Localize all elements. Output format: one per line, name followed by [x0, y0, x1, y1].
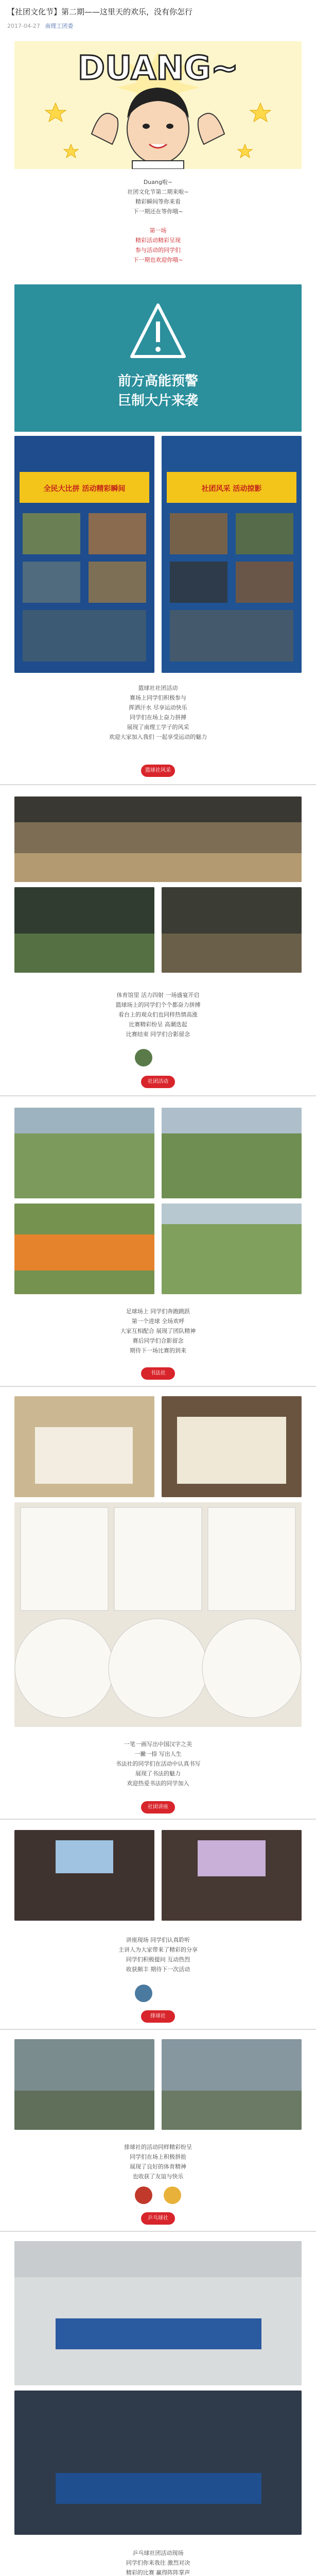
- intro-red-text: [51, 226, 265, 265]
- section4-line: 欢迎热爱书法的同学加入: [127, 1780, 189, 1787]
- section1-badge: 篮球社风采: [141, 765, 175, 777]
- divider: [0, 1095, 316, 1096]
- intro-line: 社团文化节第二期来啦~: [127, 189, 189, 195]
- section6-line: 排球社的活动同样精彩纷呈: [124, 2144, 192, 2150]
- poster-image-1: [14, 436, 154, 673]
- section1-line: 赛场上同学们积极参与: [130, 694, 186, 701]
- divider: [0, 1819, 316, 1820]
- account-link[interactable]: 南理工团委: [45, 23, 74, 29]
- photo-volleyball-2: [162, 2039, 302, 2130]
- section3-line: 第一个进球 全场欢呼: [131, 1318, 185, 1325]
- divider: [0, 1386, 316, 1387]
- photo-calligraphy-2: [162, 1396, 302, 1497]
- intro-red-line: 参与活动的同学们: [135, 247, 181, 253]
- section1-line: 同学们在场上奋力拼搏: [130, 714, 186, 721]
- warning-line-1: 前方高能预警: [117, 374, 199, 389]
- section5-line: 收获颇丰 期待下一次活动: [126, 1966, 190, 1973]
- section1-line: 欢迎大家加入我们 一起享受运动的魅力: [109, 734, 207, 740]
- intro-red-line: 下一期也欢迎你哦~: [133, 257, 183, 263]
- divider: [0, 2029, 316, 2030]
- photo-football-3: [162, 1204, 302, 1294]
- section6-line: 展现了良好的体育精神: [130, 2163, 186, 2170]
- article-title: 【社团文化节】第二期——这里天的欢乐，没有你怎行: [7, 7, 193, 16]
- section4-line: 书法社的同学们在活动中认真书写: [115, 1760, 201, 1767]
- section1-line: 挥洒汗水 尽享运动快乐: [129, 704, 187, 711]
- section2-text: [51, 990, 265, 1039]
- hero-banner-text: DUANG~: [77, 49, 239, 88]
- photo-team-2: [162, 887, 302, 973]
- section3-line: 足球场上 同学们奔跑跳跃: [126, 1308, 190, 1315]
- section4-line: 一笔一画写出中国汉字之美: [124, 1741, 192, 1748]
- warning-line-2: 巨制大片来袭: [117, 393, 199, 409]
- section5-text: [51, 1935, 265, 1974]
- section4-text: [51, 1739, 265, 1788]
- section4-line: 一撇一捺 写出人生: [134, 1751, 182, 1757]
- article-meta: [7, 22, 309, 30]
- poster-1-label: 全民大比拼 活动精彩瞬间: [43, 485, 126, 493]
- intro-red-line: 第一场: [149, 227, 167, 234]
- poster-image-2: [162, 436, 302, 673]
- photo-table-tennis-1: [14, 2241, 302, 2385]
- photo-football-1: [14, 1108, 154, 1198]
- photo-table-tennis-2: [14, 2391, 302, 2535]
- divider: [0, 784, 316, 785]
- section6-line: 同学们在场上积极拼抢: [130, 2154, 186, 2160]
- divider: [0, 2231, 316, 2232]
- photo-calligraphy-works: [14, 1502, 302, 1727]
- section5-line: 主讲人为大家带来了精彩的分享: [118, 1946, 198, 1953]
- section5-line: 讲座现场 同学们认真聆听: [126, 1937, 190, 1943]
- section7-text: [51, 2548, 265, 2576]
- warning-panel: [14, 284, 302, 432]
- poster-2-label: 社团风采 活动掠影: [201, 485, 262, 493]
- section2-line: 比赛结束 同学们合影留念: [126, 1031, 190, 1038]
- section2-line: 体育馆里 活力四射 一场盛宴开启: [116, 992, 200, 998]
- section5-badge: 排球社: [141, 2010, 175, 2023]
- avatar-icon: [135, 1049, 152, 1066]
- intro-text: [51, 177, 265, 216]
- section7-line: 同学们你来我往 激烈对决: [126, 2560, 190, 2566]
- section6-line: 也收获了友谊与快乐: [132, 2173, 184, 2180]
- avatar-icon: [164, 2187, 181, 2204]
- section1-line: 篮球社社团活动: [138, 685, 178, 691]
- section3-badge: 书法社: [141, 1367, 175, 1380]
- photo-calligraphy-1: [14, 1396, 154, 1497]
- section7-line: 精彩的比赛 赢得阵阵掌声: [126, 2569, 190, 2576]
- section1-text: [51, 683, 265, 742]
- photo-football-2: [162, 1108, 302, 1198]
- section2-line: 篮球场上的同学们个个都奋力拼搏: [115, 1002, 201, 1008]
- article-header: [7, 6, 309, 30]
- photo-team-1: [14, 887, 154, 973]
- photo-lecture-2: [162, 1830, 302, 1921]
- photo-volleyball-1: [14, 2039, 154, 2130]
- section6-badge: 乒乓球社: [141, 2212, 175, 2225]
- section2-line: 看台上的观众们也同样热情高涨: [118, 1011, 198, 1018]
- photo-basketball-court: [14, 796, 302, 882]
- intro-red-line: 精彩活动精彩呈现: [135, 237, 181, 244]
- hero-cartoon-image: [14, 41, 302, 169]
- section7-line: 乒乓球社团活动现场: [132, 2550, 184, 2556]
- avatar-icon: [135, 2187, 152, 2204]
- photo-football-team: [14, 1204, 154, 1294]
- section3-line: 大家互相配合 展现了团队精神: [120, 1328, 196, 1334]
- section3-line: 赛后同学们合影留念: [132, 1337, 184, 1344]
- section1-line: 展现了南理工学子的风采: [127, 724, 189, 731]
- avatar-icon: [135, 1985, 152, 2002]
- intro-line: 精彩瞬间等你来看: [135, 198, 181, 205]
- section4-line: 展现了书法的魅力: [135, 1770, 181, 1777]
- intro-line: Duang啦~: [143, 179, 173, 185]
- section4-badge: 社团讲座: [141, 1801, 175, 1814]
- section2-badge: 社团活动: [141, 1076, 175, 1088]
- section3-line: 期待下一场比赛的到来: [130, 1347, 186, 1354]
- section3-text: [51, 1307, 265, 1355]
- section6-text: [51, 2142, 265, 2181]
- publish-date: 2017-04-27: [7, 23, 40, 29]
- photo-lecture-1: [14, 1830, 154, 1921]
- section2-line: 比赛精彩纷呈 高潮迭起: [129, 1021, 187, 1028]
- intro-line: 下一期还在等你哦~: [133, 208, 183, 215]
- section5-line: 同学们积极提问 互动热烈: [126, 1956, 190, 1963]
